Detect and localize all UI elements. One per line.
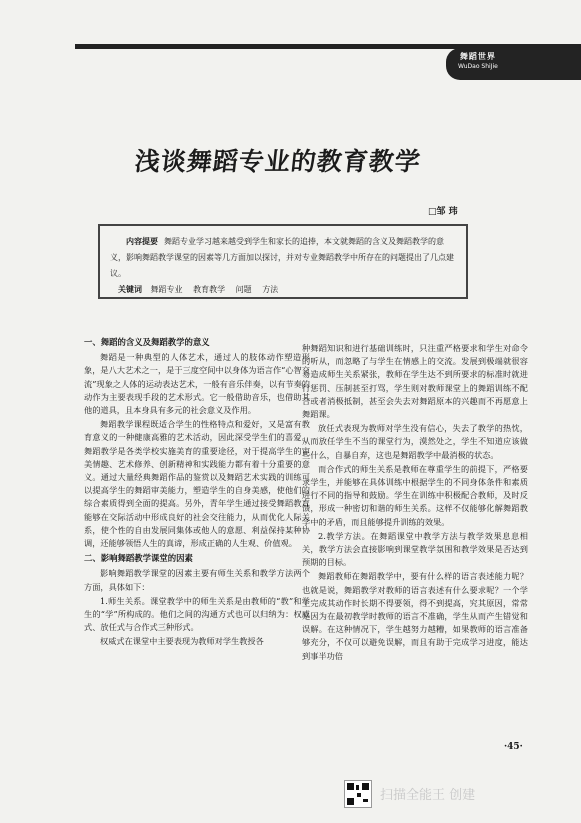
paragraph: 2.教学方法。在舞蹈课堂中教学方法与教学效果息息相关，教学方法会直接影响到课堂教学氛围和教学效果是否达到预期的目标。 xyxy=(302,530,528,568)
paragraph: 影响舞蹈教学课堂的因素主要有师生关系和教学方法两个方面，具体如下： xyxy=(84,568,310,592)
paragraph: 1.师生关系。课堂教学中的师生关系是由教师的“教”和学生的“学”所构成的。他们之间的沟通方式也可以归纳为：权威式、放任式与合作式三种形式。 xyxy=(84,595,310,633)
keywords-line xyxy=(118,282,456,298)
paragraph: 舞蹈教师在舞蹈教学中，要有什么样的语言表述能力呢？也就是说，舞蹈教学对教师的语言表述有什么要求呢？一个学生完成其动作时长期不得要领，得不到提高，究其原因，常常是因为在最初教学时教师的语言不准确，学生从而产生错觉和误解。在这种情况下，学生越努力越糟，如果教师的语言准备够充分，不仅可以避免误解，而且有助于完成学习进度，能达到事半功倍 xyxy=(302,571,528,661)
paragraph: 而合作式的师生关系是教师在尊重学生的前提下，严格要求学生，并能够在具体训练中根据学生的不同身体条件和素质进行不同的指导和鼓励。学生在训练中积极配合教师，及时反馈，形成一种密切和谐的师生关系。这样不仅能够化解舞蹈教学中的矛盾，而且能够提升训练的效果。 xyxy=(302,463,528,527)
section-heading: 一、舞蹈的含义及舞蹈教学的意义 xyxy=(84,337,210,347)
paragraph: 权威式在课堂中主要表现为教师对学生教授各 xyxy=(100,636,264,647)
abstract-text: 舞蹈专业学习越来越受到学生和家长的追捧，本文就舞蹈的含义及舞蹈教学的意义，影响舞蹈教学课堂的因素等几方面加以探讨，并对专业舞蹈教学中所存在的问题提出了几点建议。 xyxy=(110,237,454,278)
keyword: 教育教学 xyxy=(193,285,226,294)
article-title: 浅谈舞蹈专业的教育教学 xyxy=(133,147,423,176)
magazine-brand xyxy=(458,51,498,70)
paragraph: 舞蹈教学课程既适合学生的性格特点和爱好，又是富有教育意义的一种健康高雅的艺术活动，因此深受学生们的喜爱。舞蹈教学是各类学校实施美育的重要途径，对于提高学生的审美情趣、艺术修养、创新精神和实践能力都有着十分重要的意义。通过大量经典舞蹈作品的鉴赏以及舞蹈艺术实践的训练可以提高学生的舞蹈审美能力，塑造学生的自身美感，使他们的综合素质得到全面的提高。另外，青年学生通过接受舞蹈教育能够在交际活动中形成良好的社会交往能力，从而优化人际关系，使个性的自由发展同集体或他人的意愿、利益保持某种协调，还能够领悟人生的真谛，形成正确的人生观、价值观。 xyxy=(84,419,310,549)
abstract-box xyxy=(98,224,468,299)
right-column xyxy=(302,342,528,664)
abstract-label: 内容提要 xyxy=(126,237,158,246)
article-author: □邹 玮 xyxy=(428,207,458,217)
scanner-watermark: 扫描全能王 创建 xyxy=(380,788,476,803)
keyword: 问题 xyxy=(235,285,252,294)
left-column xyxy=(84,334,310,650)
keywords-label: 关键词 xyxy=(118,285,142,294)
page-number: ·45· xyxy=(504,742,523,752)
paragraph: 种舞蹈知识和进行基础训练时，只注重严格要求和学生对命令的听从，而忽略了与学生在情感上的交流。发展到极端就很容易造成师生关系紧张，教师在学生达不到所要求的标准时就进行惩罚、压制甚至打骂，学生则对教师课堂上的舞蹈训练不配合或者消极抵制，甚至会失去对舞蹈原本的兴趣而不再愿意上舞蹈课。 xyxy=(302,343,528,420)
section-heading: 二、影响舞蹈教学课堂的因素 xyxy=(84,553,193,564)
paragraph: 舞蹈是一种典型的人体艺术，通过人的肢体动作塑造形象，是八大艺术之一，是于三度空间中以身体为语言作“心智交流”现象之人体的运动表达艺术，一般有音乐伴奏，以有节奏的动作为主要表现手段的艺术形式。它一般借助音乐，也借助其他的道具，且本身具有多元的社会意义及作用。 xyxy=(84,352,310,416)
brand-pinyin: WuDao ShiJie xyxy=(458,63,498,70)
abstract-paragraph xyxy=(110,234,456,282)
qr-code-icon xyxy=(344,780,372,808)
paragraph: 放任式表现为教师对学生没有信心，失去了教学的热忱，从而放任学生不当的课堂行为，漠然处之，学生不知道应该做些什么，自暴自弃，这也是舞蹈教学中最消极的状态。 xyxy=(302,423,528,460)
brand-chinese: 舞蹈世界 xyxy=(459,52,496,61)
keyword: 舞蹈专业 xyxy=(150,285,183,294)
keyword: 方法 xyxy=(262,285,279,294)
